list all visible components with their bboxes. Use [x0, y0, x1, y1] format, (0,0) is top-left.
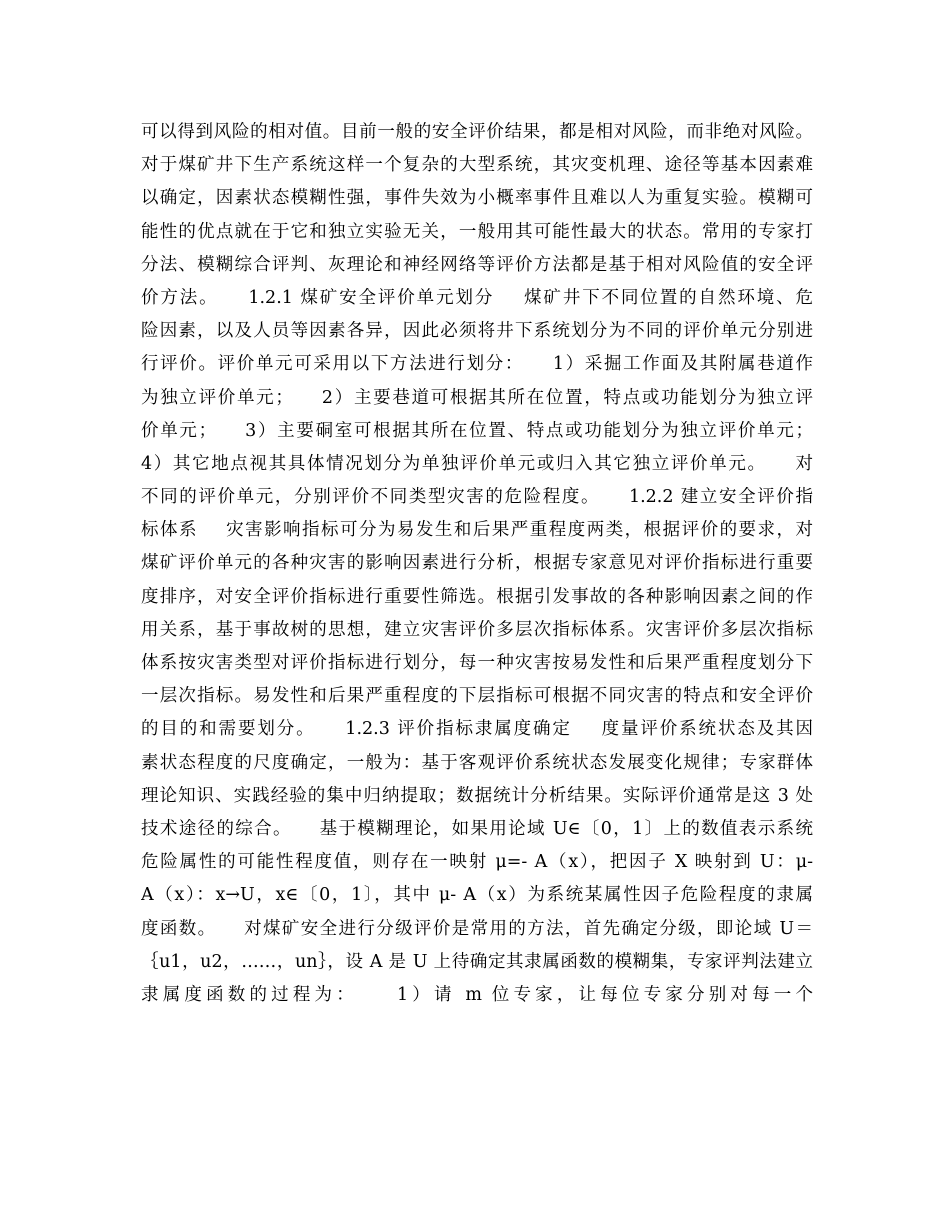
text-line: 度排序，对安全评价指标进行重要性筛选。根据引发事故的各种影响因素之间的作: [141, 586, 813, 607]
text-line: 体系按灾害类型对评价指标进行划分，每一种灾害按易发性和后果严重程度划分下: [141, 653, 813, 673]
text-line: 素状态程度的尺度确定，一般为：基于客观评价系统状态发展变化规律；专家群体: [141, 752, 813, 773]
text-line: 危险属性的可能性程度值，则存在一映射 μ=- A（x），把因子 X 映射到 U：μ-: [141, 852, 813, 873]
text-line: 为独立评价单元； 2）主要巷道可根据其所在位置，特点或功能划分为独立评: [141, 387, 813, 408]
text-line: 能性的优点就在于它和独立实验无关，一般用其可能性最大的状态。常用的专家打: [141, 221, 813, 242]
text-line: 度函数。 对煤矿安全进行分级评价是常用的方法，首先确定分级，即论域 U＝: [141, 918, 813, 939]
text-line: 价单元； 3）主要硐室可根据其所在位置、特点或功能划分为独立评价单元；: [141, 420, 813, 441]
document-page: [141, 116, 813, 1012]
text-line: 理论知识、实践经验的集中归纳提取；数据统计分析结果。实际评价通常是这 3 处: [141, 785, 813, 806]
text-line: 分法、模糊综合评判、灰理论和神经网络等评价方法都是基于相对风险值的安全评: [141, 254, 813, 275]
text-line: 4）其它地点视其具体情况划分为单独评价单元或归入其它独立评价单元。 对: [141, 453, 813, 474]
text-line: 标体系 灾害影响指标可分为易发生和后果严重程度两类，根据评价的要求，对: [141, 520, 813, 541]
text-line: 价方法。 1.2.1 煤矿安全评价单元划分 煤矿井下不同位置的自然环境、危: [141, 287, 813, 308]
text-line: ｛u1，u2，……，un｝，设 A 是 U 上待确定其隶属函数的模糊集，专家评判法建立: [141, 951, 813, 972]
text-line: 行评价。评价单元可采用以下方法进行划分： 1）采掘工作面及其附属巷道作: [141, 354, 813, 375]
text-line: 险因素，以及人员等因素各异，因此必须将井下系统划分为不同的评价单元分别进: [141, 321, 813, 342]
text-line: 技术途径的综合。 基于模糊理论，如果用论域 U∈〔0，1〕上的数值表示系统: [141, 818, 813, 839]
text-line: A（x）：x→U，x∈〔0，1〕，其中 μ- A（x）为系统某属性因子危险程度的隶属: [141, 885, 813, 906]
text-line: 隶属度函数的过程为： 1）请 m 位专家，让每位专家分别对每一个: [141, 984, 813, 1005]
text-line: 对于煤矿井下生产系统这样一个复杂的大型系统，其灾变机理、途径等基本因素难: [141, 155, 813, 176]
text-line: 不同的评价单元，分别评价不同类型灾害的危险程度。 1.2.2 建立安全评价指: [141, 487, 813, 508]
text-line: 用关系，基于事故树的思想，建立灾害评价多层次指标体系。灾害评价多层次指标: [141, 619, 813, 640]
text-line: 煤矿评价单元的各种灾害的影响因素进行分析，根据专家意见对评价指标进行重要: [141, 553, 813, 574]
text-line: 一层次指标。易发性和后果严重程度的下层指标可根据不同灾害的特点和安全评价: [141, 686, 813, 707]
text-line: 的目的和需要划分。 1.2.3 评价指标隶属度确定 度量评价系统状态及其因: [141, 719, 813, 740]
text-line: 可以得到风险的相对值。目前一般的安全评价结果，都是相对风险，而非绝对风险。: [141, 122, 813, 142]
text-line: 以确定，因素状态模糊性强，事件失效为小概率事件且难以人为重复实验。模糊可: [141, 188, 813, 209]
